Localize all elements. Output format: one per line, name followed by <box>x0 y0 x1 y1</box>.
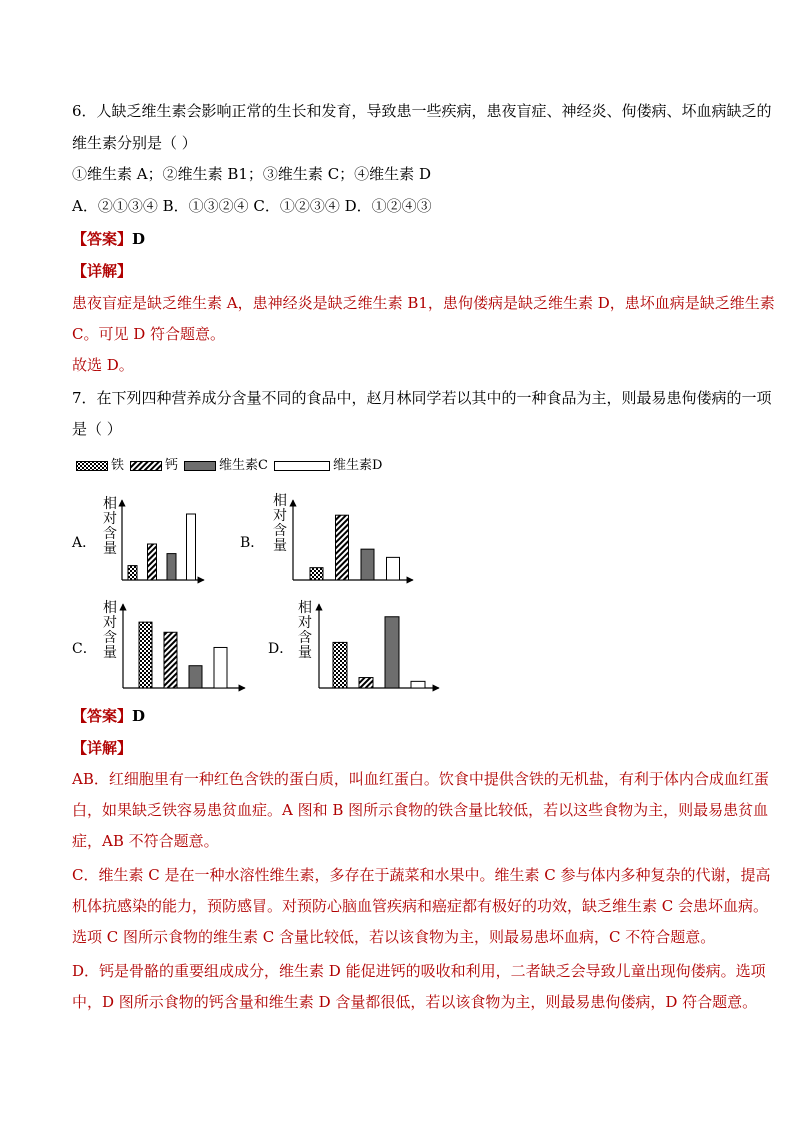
chart-d-bar-vitc <box>385 617 399 688</box>
ylabel-char: 含 <box>273 523 287 539</box>
ylabel-char: 对 <box>103 511 117 527</box>
q7-explanation-line: 症，AB 不符合题意。 <box>72 832 219 850</box>
ylabel-char: 含 <box>103 630 117 646</box>
chart-c-bar-calcium <box>164 632 177 688</box>
ylabel-char: 相 <box>103 496 117 512</box>
ylabel-char: 相 <box>103 600 117 616</box>
legend-label-iron: 铁 <box>111 458 125 473</box>
ylabel-char: 对 <box>298 615 312 631</box>
option-label-d: D． <box>268 641 294 657</box>
q7-explanation-line: 选项 C 图所示食物的维生素 C 含量比较低，若以该食物为主，则最易患坏血病，C 不符合题意。 <box>72 928 716 946</box>
chart-a <box>122 500 204 580</box>
chart-d <box>319 604 439 688</box>
chart-c-bar-vitd <box>214 647 227 688</box>
q7-explanation-line: 白，如果缺乏铁容易患贫血症。A 图和 B 图所示食物的铁含量比较低，若以这些食物为主，则最易患贫血 <box>72 801 769 819</box>
chart-b-bar-vitd <box>387 557 400 580</box>
q7-stem-line2: 是（ ） <box>72 420 122 438</box>
chart-c-bar-vitc <box>189 666 202 688</box>
q6-answer-label: 【答案】 <box>72 230 133 248</box>
chart-d-bar-calcium <box>359 678 373 688</box>
chart-a-bar-vitc <box>167 554 176 580</box>
chart-a-bar-iron <box>128 566 137 580</box>
ylabel-char: 量 <box>273 538 287 554</box>
q7-explanation-line: D．钙是骨骼的重要组成成分，维生素 D 能促进钙的吸收和利用，二者缺乏会导致儿童出现佝偻病。选项 <box>72 962 766 980</box>
q7-answer-label: 【答案】 <box>72 707 133 725</box>
chart-d-bar-iron <box>333 642 347 688</box>
chart-c <box>123 604 245 688</box>
q6-explanation-line2: C。可见 D 符合题意。 <box>72 325 226 343</box>
option-label-b: B． <box>240 535 265 551</box>
chart-a-bar-vitd <box>187 514 196 580</box>
q7-explanation-line: 中，D 图所示食物的钙含量和维生素 D 含量都很低，若以该食物为主，则最易患佝偻病，D 符合题意。 <box>72 993 758 1011</box>
ylabel-char: 量 <box>103 645 117 661</box>
q7-answer-value: D <box>132 707 146 725</box>
ylabel-char: 含 <box>298 630 312 646</box>
q6-detail-label: 【详解】 <box>72 262 133 280</box>
chart-b-bar-calcium <box>336 515 349 580</box>
ylabel-char: 含 <box>103 526 117 542</box>
chart-b-bar-vitc <box>361 549 374 580</box>
q6-answer-value: D <box>132 230 146 248</box>
ylabel-char: 对 <box>273 508 287 524</box>
q6-items: ①维生素 A；②维生素 B1；③维生素 C；④维生素 D <box>72 165 431 183</box>
q6-options: A．②①③④ B．①③②④ C．①②③④ D．①②④③ <box>72 197 432 215</box>
q7-explanation-line: C．维生素 C 是在一种水溶性维生素，多存在于蔬菜和水果中。维生素 C 参与体内多种复杂的代谢，提高 <box>72 866 771 884</box>
legend-label-calcium: 钙 <box>165 458 179 473</box>
legend-label-vitd: 维生素D <box>332 458 383 473</box>
chart-d-bar-vitd <box>411 681 425 688</box>
option-label-c: C． <box>72 641 97 657</box>
q6-conclusion: 故选 D。 <box>72 356 134 374</box>
legend-label-vitc: 维生素C <box>219 458 268 473</box>
q6-explanation-line1: 患夜盲症是缺乏维生素 A，患神经炎是缺乏维生素 B1，患佝偻病是缺乏维生素 D，患坏血病是缺乏维生素 <box>72 294 775 312</box>
q6-stem-line2: 维生素分别是（ ） <box>72 134 197 152</box>
option-label-a: A． <box>72 535 97 551</box>
q7-explanation-line: 机体抗感染的能力，预防感冒。对预防心脑血管疾病和癌症都有极好的功效，缺乏维生素 C 会患坏血病。 <box>72 897 769 915</box>
ylabel-char: 相 <box>298 600 312 616</box>
q7-answer <box>72 706 145 726</box>
ylabel-char: 对 <box>103 615 117 631</box>
q7-detail-label: 【详解】 <box>72 739 133 757</box>
q7-stem-line1: 7．在下列四种营养成分含量不同的食品中，赵月林同学若以其中的一种食品为主，则最易患佝偻病的一项 <box>72 389 772 407</box>
ylabel-char: 量 <box>103 541 117 557</box>
chart-b-bar-iron <box>310 568 323 580</box>
ylabel-char: 相 <box>273 493 287 509</box>
q6-stem-line1: 6．人缺乏维生素会影响正常的生长和发育，导致患一些疾病，患夜盲症、神经炎、佝偻病、坏血病缺乏的 <box>72 102 772 120</box>
ylabel-char: 量 <box>298 645 312 661</box>
chart-b <box>293 500 413 580</box>
q7-explanation-line: AB．红细胞里有一种红色含铁的蛋白质，叫血红蛋白。饮食中提供含铁的无机盐，有利于体内合成血红蛋 <box>72 770 769 788</box>
chart-c-bar-iron <box>139 622 152 688</box>
chart-a-bar-calcium <box>148 544 157 580</box>
